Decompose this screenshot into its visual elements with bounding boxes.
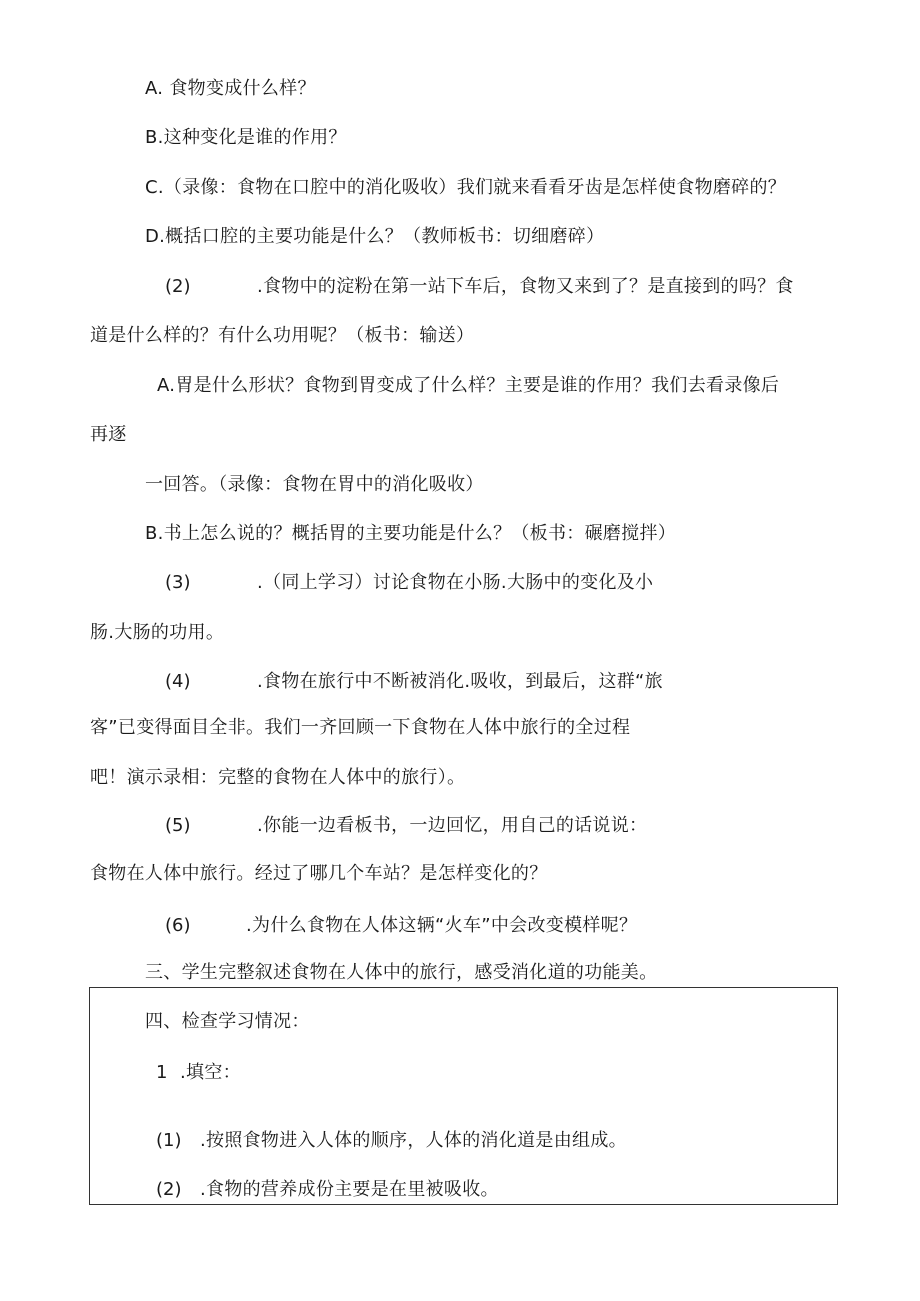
item-2-number: (2) xyxy=(165,276,191,297)
stomach-question-a-line3: 一回答。（录像：食物在胃中的消化吸收） xyxy=(145,474,484,495)
item-4-text-line3: 吧！演示录相：完整的食物在人体中的旅行）。 xyxy=(90,767,466,788)
fill-blank-2-text: .食物的营养成份主要是在里被吸收。 xyxy=(200,1179,499,1200)
section-3-heading: 三、学生完整叙述食物在人体中的旅行，感受消化道的功能美。 xyxy=(145,962,658,983)
section-4-heading: 四、检查学习情况： xyxy=(145,1011,310,1032)
item-5-text-line2: 食物在人体中旅行。经过了哪几个车站？是怎样变化的？ xyxy=(90,863,548,884)
item-6-text-line1: .为什么食物在人体这辆“火车”中会改变模样呢？ xyxy=(246,915,638,936)
fill-blank-1-text: .按照食物进入人体的顺序，人体的消化道是由组成。 xyxy=(200,1130,627,1151)
question-b: B.这种变化是谁的作用？ xyxy=(145,127,347,148)
item-6-number: (6) xyxy=(165,915,191,936)
stomach-question-a-line1: A.胃是什么形状？食物到胃变成了什么样？主要是谁的作用？我们去看录像后 xyxy=(157,375,780,396)
fill-blank-1-number: (1) xyxy=(156,1130,182,1151)
item-4-text-line1: .食物在旅行中不断被消化.吸收，到最后，这群“旅 xyxy=(257,671,663,692)
quiz-item-1-number: 1 xyxy=(156,1062,168,1083)
fill-blank-2-number: (2) xyxy=(156,1179,182,1200)
item-5-number: (5) xyxy=(165,815,191,836)
question-d: D.概括口腔的主要功能是什么？（教师板书：切细磨碎） xyxy=(145,226,605,247)
item-5-text-line1: .你能一边看板书，一边回忆，用自己的话说说： xyxy=(257,815,648,836)
item-3-text-line1: .（同上学习）讨论食物在小肠.大肠中的变化及小 xyxy=(257,572,654,593)
item-2-text-line1: .食物中的淀粉在第一站下车后，食物又来到了？是直接到的吗？食 xyxy=(257,276,794,297)
question-a: A. 食物变成什么样？ xyxy=(145,78,316,99)
item-3-number: (3) xyxy=(165,572,191,593)
item-4-text-line2: 客”已变得面目全非。我们一齐回顾一下食物在人体中旅行的全过程 xyxy=(90,717,631,738)
question-c: C.（录像：食物在口腔中的消化吸收）我们就来看看牙齿是怎样使食物磨碎的？ xyxy=(145,177,787,198)
item-2-text-line2: 道是什么样的？有什么功用呢？（板书：输送） xyxy=(90,325,475,346)
stomach-question-b: B.书上怎么说的？概括胃的主要功能是什么？（板书：碾磨搅拌） xyxy=(145,523,677,544)
quiz-box xyxy=(89,987,838,1205)
quiz-item-1-label: .填空： xyxy=(180,1062,241,1083)
stomach-question-a-line2: 再逐 xyxy=(90,424,127,445)
item-3-text-line2: 肠.大肠的功用。 xyxy=(90,622,225,643)
item-4-number: (4) xyxy=(165,671,191,692)
